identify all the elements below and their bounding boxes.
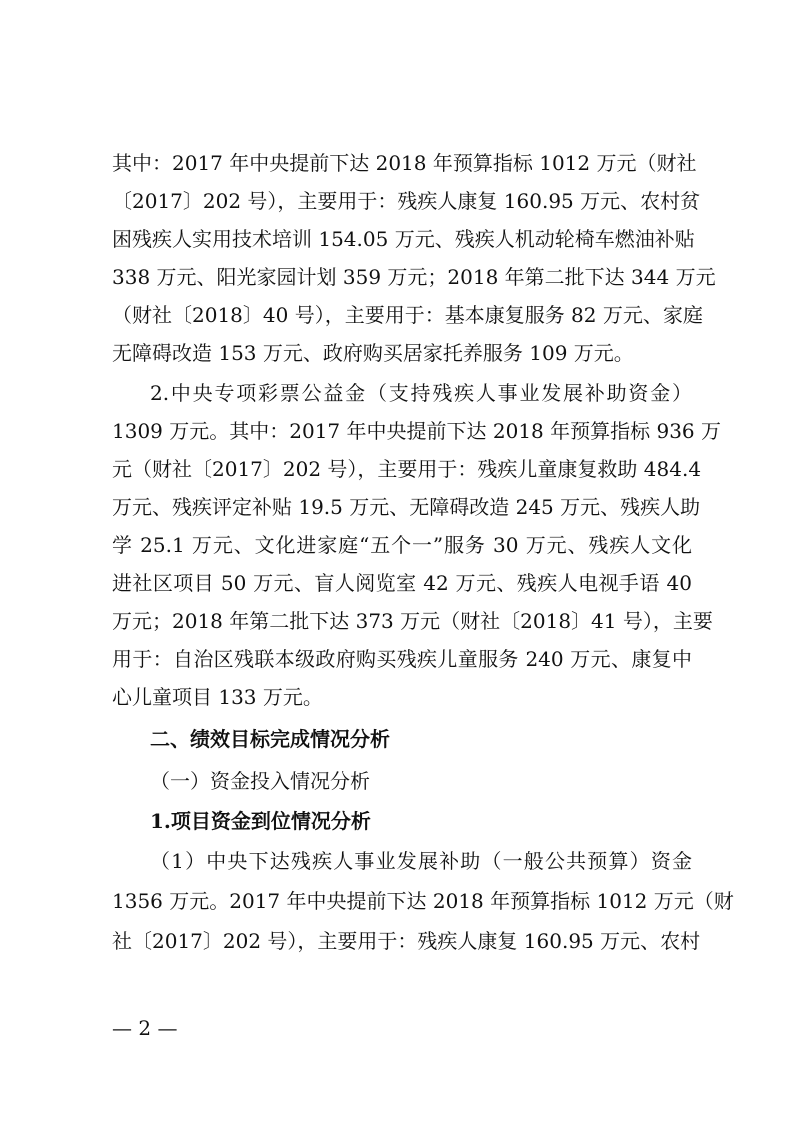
text-line: 1309 万元。其中：2017 年中央提前下达 2018 年预算指标 936 万 <box>112 419 722 443</box>
text-line: 无障碍改造 153 万元、政府购买居家托养服务 109 万元。 <box>112 341 634 365</box>
text-line: 1356 万元。2017 年中央提前下达 2018 年预算指标 1012 万元（财 <box>112 889 734 913</box>
text-line: 〔2017〕202 号），主要用于：残疾人康复 160.95 万元、农村贫 <box>112 189 701 213</box>
text-line: 2.中央专项彩票公益金（支持残疾人事业发展补助资金） <box>150 381 692 405</box>
section-heading: 二、绩效目标完成情况分析 <box>150 727 390 751</box>
text-line: 心儿童项目 133 万元。 <box>112 685 323 709</box>
page-number: — 2 — <box>112 1016 178 1040</box>
text-line: 万元、残疾评定补贴 19.5 万元、无障碍改造 245 万元、残疾人助 <box>112 495 701 519</box>
text-line: 用于：自治区残联本级政府购买残疾儿童服务 240 万元、康复中 <box>112 647 692 671</box>
text-line: 困残疾人实用技术培训 154.05 万元、残疾人机动轮椅车燃油补贴 <box>112 227 695 251</box>
text-line: （财社〔2018〕40 号），主要用于：基本康复服务 82 万元、家庭 <box>112 303 703 327</box>
text-line: 学 25.1 万元、文化进家庭“五个一”服务 30 万元、残疾人文化 <box>112 533 692 557</box>
text-line: 社〔2017〕202 号），主要用于：残疾人康复 160.95 万元、农村 <box>112 929 701 953</box>
text-line: 其中：2017 年中央提前下达 2018 年预算指标 1012 万元（财社 <box>112 151 697 175</box>
text-line: 元（财社〔2017〕202 号），主要用于：残疾儿童康复救助 484.4 <box>112 457 702 481</box>
subsection-heading: （一）资金投入情况分析 <box>150 769 370 793</box>
text-line: 万元；2018 年第二批下达 373 万元（财社〔2018〕41 号），主要 <box>112 609 713 633</box>
text-line: 338 万元、阳光家园计划 359 万元；2018 年第二批下达 344 万元 <box>112 265 716 289</box>
text-line: 进社区项目 50 万元、盲人阅览室 42 万元、残疾人电视手语 40 <box>112 571 692 595</box>
item-heading: 1.项目资金到位情况分析 <box>150 809 371 833</box>
text-line: （1）中央下达残疾人事业发展补助（一般公共预算）资金 <box>150 849 692 873</box>
